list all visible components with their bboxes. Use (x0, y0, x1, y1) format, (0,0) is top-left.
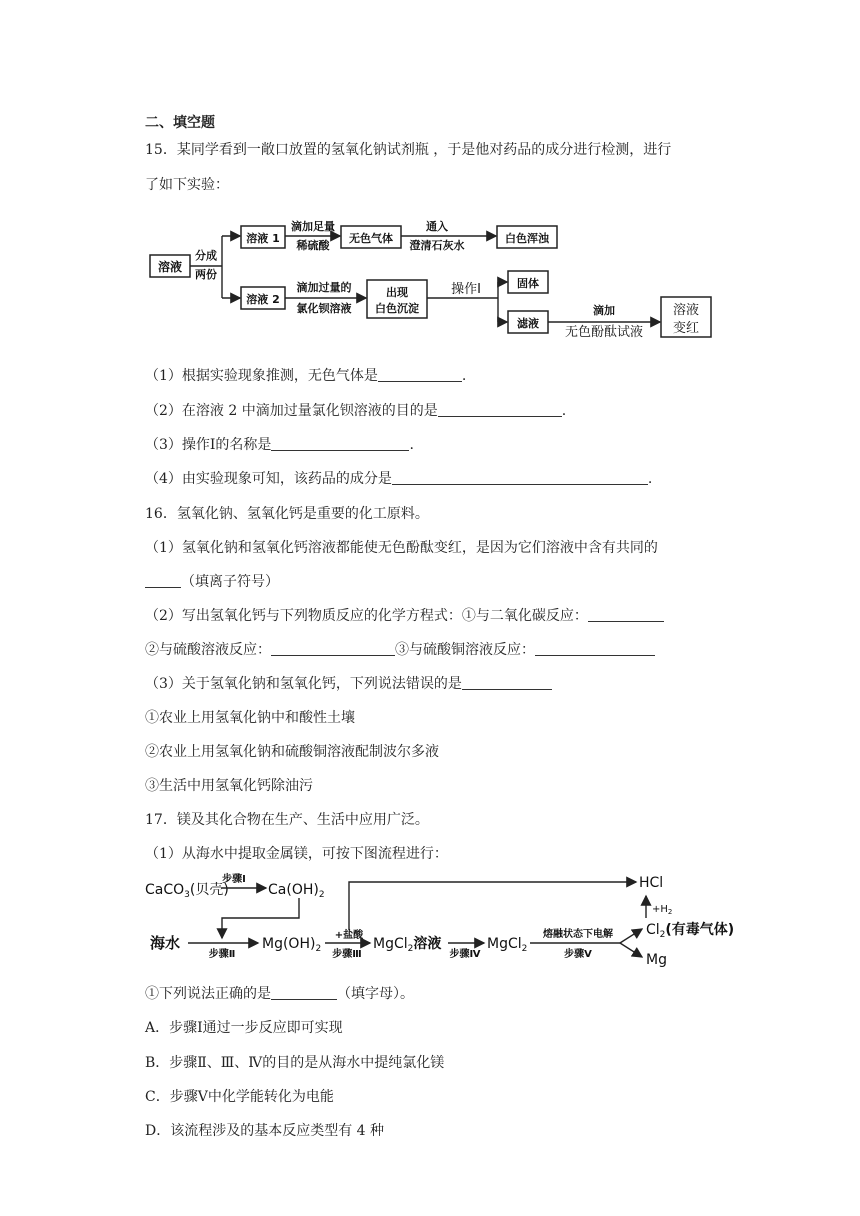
q16-part1a: （1）氢氧化钠和氢氧化钙溶液都能使无色酚酞变红，是因为它们溶液中含有共同的 (145, 540, 658, 556)
flow-red-top: 溶液 (672, 303, 700, 318)
flow-a1-bot: 稀硫酸 (296, 239, 330, 252)
flow-turbid: 白色浑浊 (505, 232, 549, 245)
answer-blank[interactable] (271, 985, 337, 1000)
flow-op: 操作Ⅰ (451, 282, 481, 297)
q17-mgoh: $Mg(OH)_2$ (262, 936, 322, 954)
q15-part2: （2）在溶液 2 中滴加过量氯化钡溶液的目的是 . (145, 403, 567, 419)
q17-caoh: $Ca(OH)_2$ (268, 882, 325, 900)
flow-a3-bot: 氯化钡溶液 (296, 302, 352, 315)
q17-mg: Mg (646, 952, 667, 968)
q17-s1: 步骤Ⅰ (222, 874, 246, 885)
q17-s3: 步骤Ⅲ (332, 949, 362, 960)
flow-a2-top: 通入 (426, 220, 448, 233)
q15-stem-line2: 了如下实验： (145, 177, 229, 193)
q17-option-b: B．步骤Ⅱ、Ⅲ、Ⅳ的目的是从海水中提纯氯化镁 (145, 1055, 445, 1071)
q17-s4: 步骤Ⅳ (449, 949, 481, 960)
q17-mgcl-sol: MgCl$_2$溶液 (373, 936, 442, 954)
q17-hcl: HCl (639, 875, 664, 891)
q17-q1: ①下列说法正确的是 （填字母）。 (145, 986, 414, 1002)
q16-part2b: ②与硫酸溶液反应： ③与硫酸铜溶液反应： (145, 640, 655, 660)
q16-stem: 16．氢氧化钠、氢氧化钙是重要的化工原料。 (145, 506, 429, 522)
q17-hcl-label: +盐酸 (334, 930, 364, 941)
flow-filtrate: 滤液 (517, 317, 539, 330)
section-title: 二、填空题 (145, 115, 215, 131)
q17-stem: 17．镁及其化合物在生产、生活中应用广泛。 (145, 812, 429, 828)
q17-option-c: C．步骤Ⅴ中化学能转化为电能 (145, 1089, 334, 1105)
q17-part1: （1）从海水中提取金属镁，可按下图流程进行： (145, 846, 448, 862)
q17-h2: $+H_2$ (652, 904, 673, 916)
q16-option2: ②农业上用氢氧化钠和硫酸铜溶液配制波尔多液 (145, 744, 439, 760)
flow-a1-top: 滴加足量 (291, 220, 335, 233)
flow-gas: 无色气体 (349, 232, 393, 245)
q17-s2: 步骤Ⅱ (208, 949, 236, 960)
flow-split2: 两份 (195, 268, 217, 281)
q15-part1: （1）根据实验现象推测，无色气体是 . (145, 368, 467, 384)
q15-stem-line1: 15．某同学看到一敞口放置的氢氧化钠试剂瓶 ，于是他对药品的成分进行检测，进行 (145, 142, 672, 158)
q17-s5: 步骤Ⅴ (564, 949, 592, 960)
q16-option1: ①农业上用氢氧化钠中和酸性土壤 (145, 710, 355, 726)
q16-part3: （3）关于氢氧化钠和氢氧化钙，下列说法错误的是 (145, 674, 552, 694)
flow-ppt-top: 出现 (386, 286, 408, 299)
flow-a4-bot: 无色酚酞试液 (564, 325, 644, 340)
q15-part4: （4）由实验现象可知，该药品的成分是 . (145, 471, 653, 487)
q17-sea: 海水 (150, 934, 181, 952)
flow-red-bot: 变红 (672, 321, 700, 336)
q17-option-a: A．步骤Ⅰ通过一步反应即可实现 (145, 1020, 343, 1036)
q17-elec: 熔融状态下电解 (543, 929, 613, 940)
flow-solid: 固体 (517, 277, 539, 290)
flow-a4-top: 滴加 (593, 304, 615, 317)
flow-a2-bot: 澄清石灰水 (409, 239, 465, 252)
flow-ppt-bot: 白色沉淀 (375, 302, 419, 315)
q17-mgcl: MgCl$_2$ (487, 936, 528, 954)
flow-b1: 溶液 1 (246, 232, 280, 245)
q17-caco3: CaCO$_3$(贝壳) (145, 882, 229, 900)
flow-start: 溶液 (157, 260, 183, 274)
q16-part2a: （2）写出氢氧化钙与下列物质反应的化学方程式：①与二氧化碳反应： (145, 606, 664, 626)
q16-option3: ③生活中用氢氧化钙除油污 (145, 778, 313, 794)
q17-cl2: $Cl_2$(有毒气体) (646, 922, 735, 940)
q16-part1b: （填离子符号） (145, 572, 279, 592)
flow-b2: 溶液 2 (246, 293, 280, 306)
q15-part3: （3）操作Ⅰ的名称是 . (145, 437, 414, 453)
flow-a3-top: 滴加过量的 (296, 281, 352, 294)
q17-option-d: D．该流程涉及的基本反应类型有 4 种 (145, 1123, 385, 1139)
flow-split: 分成 (195, 249, 217, 262)
